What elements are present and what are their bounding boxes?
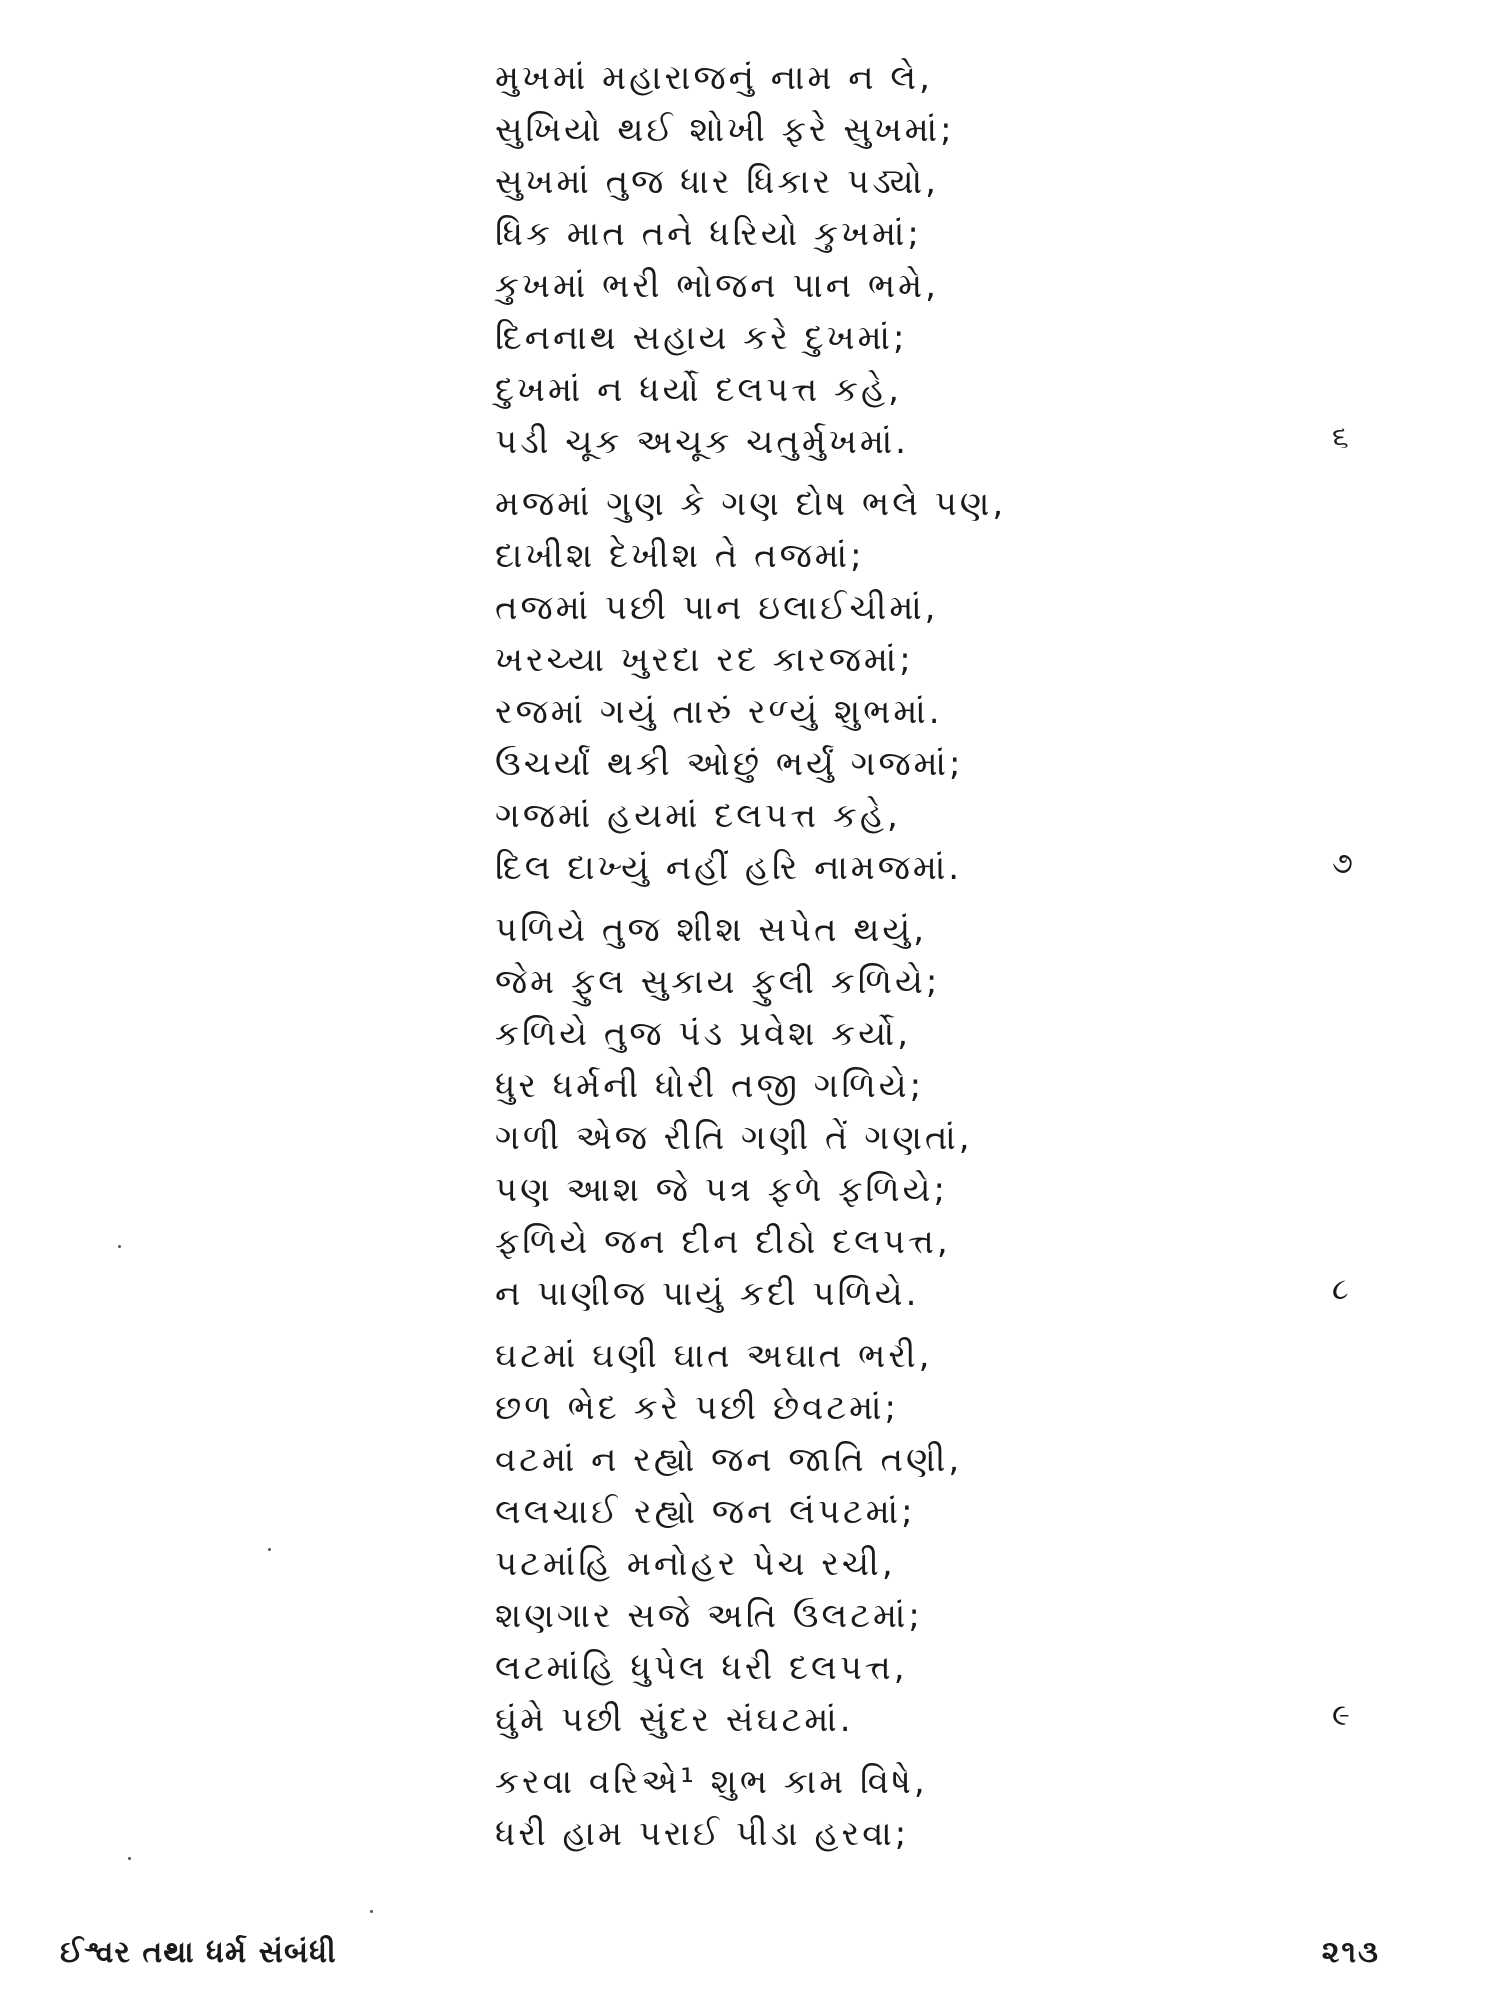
stanza-8 xyxy=(495,904,1395,1320)
poem-line: કુખમાં ભરી ભોજન પાન ભમે, xyxy=(495,266,939,306)
page-number: ૨૧૩ xyxy=(1321,1935,1380,1970)
poem-line: ધુર ધર્મની ધોરી તજી ગળિયે; xyxy=(495,1066,925,1106)
stanza-9 xyxy=(495,1330,1395,1746)
scan-speck xyxy=(370,1910,373,1913)
poem-line: દિનનાથ સહાય કરે દુખમાં; xyxy=(495,318,908,358)
poem-line: દાખીશ દેખીશ તે તજમાં; xyxy=(495,536,865,576)
poem-line: ગજમાં હયમાં દલપત્ત કહે, xyxy=(495,796,901,836)
poem-line: કરવા વરિએ¹ શુભ કામ વિષે, xyxy=(495,1762,928,1802)
stanza-7 xyxy=(495,478,1395,894)
poem-line: દિલ દાખ્યું નહીં હરિ નામજમાં. xyxy=(495,848,963,888)
poem-line: જેમ ફુલ સુકાય ફુલી કળિયે; xyxy=(495,962,941,1002)
poem-line: કળિયે તુજ પંડ પ્રવેશ કર્યો, xyxy=(495,1014,912,1054)
poem-line: ખરચ્યા ખુરદા રદ કારજમાં; xyxy=(495,640,914,680)
poem-line: લટમાંહિ ધુપેલ ધરી દલપત્ત, xyxy=(495,1648,908,1688)
poem-line: પડી ચૂક અચૂક ચતુર્મુખમાં. xyxy=(495,422,909,462)
poem-line: પટમાંહિ મનોહર પેચ રચી, xyxy=(495,1544,896,1584)
poem-line: મજમાં ગુણ કે ગણ દોષ ભલે પણ, xyxy=(495,484,1007,524)
page-footer xyxy=(0,1935,1500,1975)
poem-line: મુખમાં મહારાજનું નામ ન લે, xyxy=(495,58,933,98)
verse-number: ૭ xyxy=(1332,846,1353,881)
verse-number: ૯ xyxy=(1332,1698,1350,1733)
poem-line: ધિક માત તને ધરિયો કુખમાં; xyxy=(495,214,922,254)
poem-line: સુખમાં તુજ ધાર ધિકાર પડ્યો, xyxy=(495,162,939,202)
poem-line: છળ ભેદ કરે પછી છેવટમાં; xyxy=(495,1388,899,1428)
poem-line: વટમાં ન રહ્યો જન જાતિ તણી, xyxy=(495,1440,963,1480)
verse-number: ૮ xyxy=(1332,1272,1349,1307)
poem-line: શણગાર સજે અતિ ઉલટમાં; xyxy=(495,1596,923,1636)
poem-line: રજમાં ગયું તારું રળ્યું શુભમાં. xyxy=(495,692,943,732)
poem-line: લલચાઈ રહ્યો જન લંપટમાં; xyxy=(495,1492,916,1532)
stanza-10-partial xyxy=(495,1756,1395,1860)
poem-body xyxy=(495,52,1395,1870)
poem-line: પણ આશ જે પત્ર ફળે ફળિયે; xyxy=(495,1170,948,1210)
poem-line: ઘટમાં ઘણી ઘાત અઘાત ભરી, xyxy=(495,1336,933,1376)
poem-line: ધરી હામ પરાઈ પીડા હરવા; xyxy=(495,1814,910,1854)
poem-line: તજમાં પછી પાન ઇલાઈચીમાં, xyxy=(495,588,939,628)
running-footer-title: ઈશ્વર તથા ધર્મ સંબંધી xyxy=(60,1935,337,1970)
poem-line: ગળી એજ રીતિ ગણી તેં ગણતાં, xyxy=(495,1118,973,1158)
poem-line: પળિયે તુજ શીશ સપેત થયું, xyxy=(495,910,928,950)
stanza-6 xyxy=(495,52,1395,468)
verse-number: ૬ xyxy=(1332,420,1349,455)
poem-line: ઘુંમે પછી સુંદર સંઘટમાં. xyxy=(495,1700,854,1740)
poem-line: ફળિયે જન દીન દીઠો દલપત્ત, xyxy=(495,1222,951,1262)
scan-speck xyxy=(268,1548,271,1551)
poem-line: ન પાણીજ પાયું કદી પળિયે. xyxy=(495,1274,920,1314)
scan-speck xyxy=(118,1245,121,1248)
scan-speck xyxy=(128,1857,131,1860)
poem-line: ઉચર્યાં થકી ઓછું ભર્યું ગજમાં; xyxy=(495,744,964,784)
poem-line: સુખિયો થઈ શોખી ફરે સુખમાં; xyxy=(495,110,955,150)
poem-line: દુખમાં ન ધર્યો દલપત્ત કહે, xyxy=(495,370,902,410)
